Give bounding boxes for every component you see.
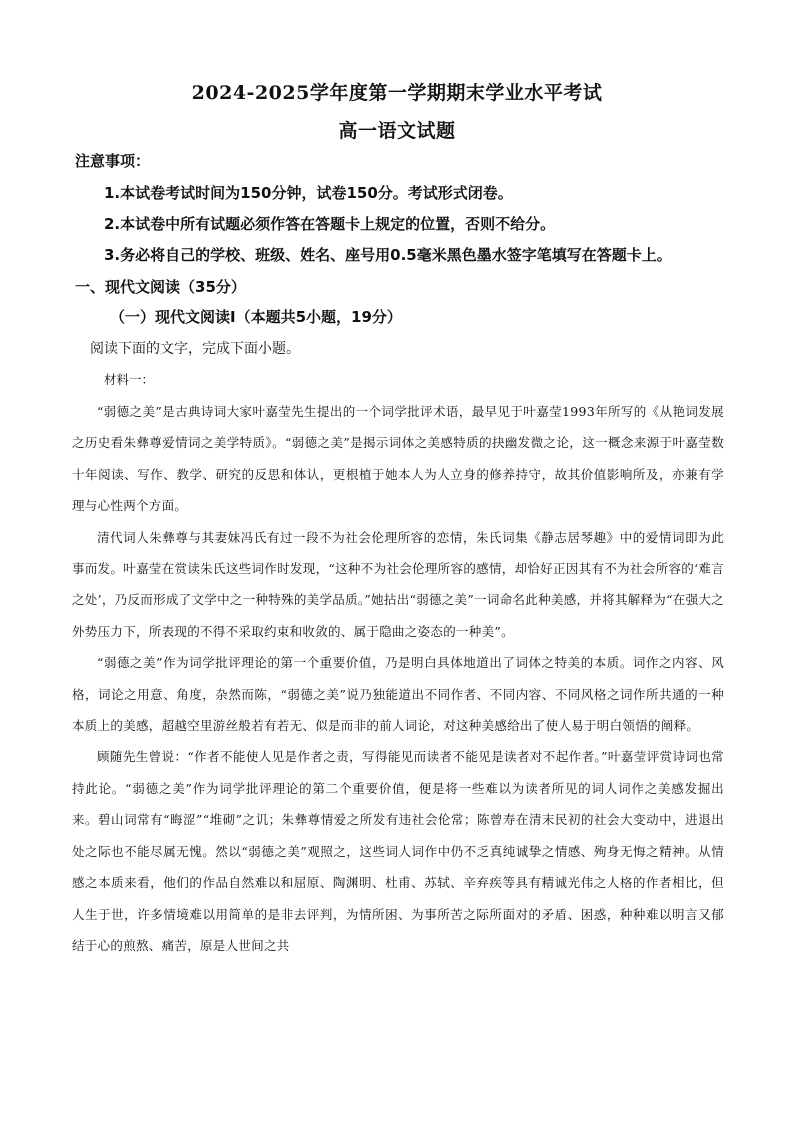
passage-paragraph: 清代词人朱彝尊与其妻妹冯氏有过一段不为社会伦理所容的恋情，朱氏词集《静志居琴趣》中的爱情词即为此事而发。叶嘉莹在赏读朱氏这些词作时发现，“这种不为社会伦理所容的感情，却恰好正因其有不为社会所容的‘难言之处’，乃反而形成了文学中之一种特殊的美学品质。”她拈出“弱德之美”一词命名此种美感，并将其解释为“在强大之外势压力下，所表现的不得不采取约束和收敛的、属于隐曲之姿态的一种美”。 xyxy=(72,529,724,639)
exam-subtitle: 高一语文试题 xyxy=(338,120,456,142)
material-label: 材料一： xyxy=(104,372,155,387)
reading-instruction: 阅读下面的文字，完成下面小题。 xyxy=(90,341,300,357)
notice-item-1: 1.本试卷考试时间为150分钟，试卷150分。考试形式闭卷。 xyxy=(104,184,513,202)
passage-paragraph: 顾随先生曾说：“作者不能使人见是作者之责，写得能见而读者不能见是读者对不起作者。”叶嘉莹评赏诗词也常持此论。“弱德之美”作为词学批评理论的第二个重要价值，便是将一些难以为读者所见的词人词作之美感发掘出来。碧山词常有“晦涩”“堆砌”之讥；朱彝尊情爱之所发有违社会伦常；陈曾寿在清末民初的社会大变动中，进退出处之际也不能尽属无愧。然以“弱德之美”观照之，这些词人词作中仍不乏真纯诚挚之情感、殉身无悔之精神。从情感之本质来看，他们的作品自然难以和屈原、陶渊明、杜甫、苏轼、辛弃疾等具有精诚光伟之人格的作者相比，但人生于世，许多情境难以用简单的是非去评判，为情所困、为事所苦之际所面对的矛盾、困惑，种种难以明言又郁结于心的煎熬、痛苦，原是人世间之共 xyxy=(72,749,724,953)
notice-heading: 注意事项： xyxy=(75,152,151,170)
notice-item-2: 2.本试卷中所有试题必须作答在答题卡上规定的位置，否则不给分。 xyxy=(104,215,556,233)
passage-body xyxy=(72,396,724,961)
subsection-heading: （一）现代文阅读Ⅰ（本题共5小题，19分） xyxy=(110,308,402,326)
passage-paragraph: “弱德之美”是古典诗词大家叶嘉莹先生提出的一个词学批评术语，最早见于叶嘉莹1993年所写的《从艳词发展之历史看朱彝尊爱情词之美学特质》。“弱德之美”是揭示词体之美感特质的抉幽发微之论，这一概念来源于叶嘉莹数十年阅读、写作、教学、研究的反思和体认，更根植于她本人为人立身的修养持守，故其价值影响所及，亦兼有学理与心性两个方面。 xyxy=(72,404,724,514)
section-heading: 一、现代文阅读（35分） xyxy=(75,278,246,296)
exam-title: 2024-2025学年度第一学期期末学业水平考试 xyxy=(191,82,603,104)
passage-paragraph: “弱德之美”作为词学批评理论的第一个重要价值，乃是明白具体地道出了词体之特美的本质。词作之内容、风格，词论之用意、角度，杂然而陈，“弱德之美”说乃独能道出不同作者、不同内容、不同风格之词作所共通的一种本质上的美感，超越空里游丝般若有若无、似是而非的前人词论，对这种美感给出了使人易于明白领悟的阐释。 xyxy=(72,655,724,734)
notice-item-3: 3.务必将自己的学校、班级、姓名、座号用0.5毫米黑色墨水签字笔填写在答题卡上。 xyxy=(104,246,672,264)
